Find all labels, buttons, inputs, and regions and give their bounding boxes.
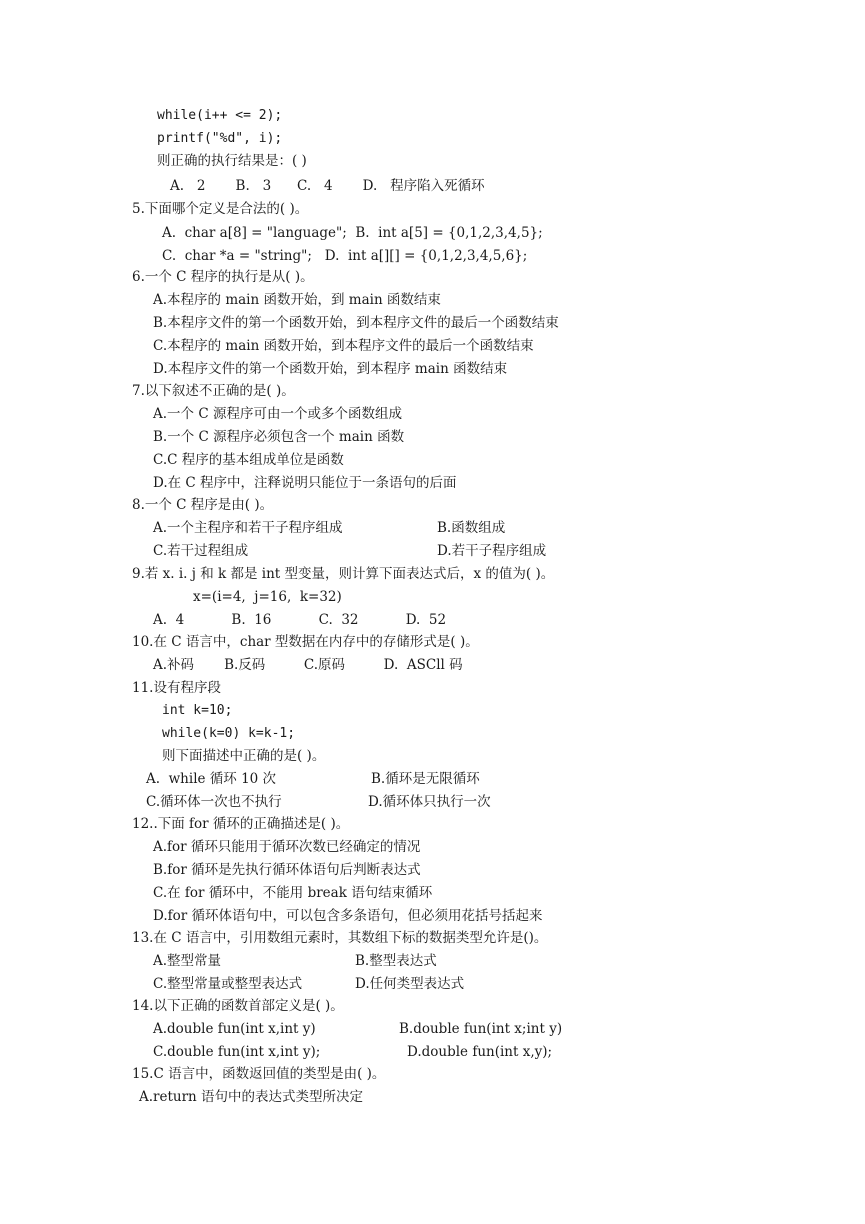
q11-option-a: A. while 循环 10 次 bbox=[146, 771, 277, 787]
q7-option-a: A.一个 C 源程序可由一个或多个函数组成 bbox=[153, 406, 402, 422]
q12-option-d: D.for 循环体语句中，可以包含多条语句，但必须用花括号括起来 bbox=[153, 908, 543, 924]
q9-expression: x=(i=4, j=16, k=32) bbox=[193, 589, 342, 605]
q13-option-a: A.整型常量 bbox=[153, 953, 222, 969]
q11-code-line-1: int k=10; bbox=[162, 703, 233, 718]
q12-option-a: A.for 循环只能用于循环次数已经确定的情况 bbox=[153, 839, 421, 855]
q10-options: A.补码 B.反码 C.原码 D. ASCll 码 bbox=[153, 657, 463, 673]
q11-option-c: C.循环体一次也不执行 bbox=[146, 794, 282, 810]
q4-code-line-2: printf("%d", i); bbox=[157, 131, 283, 146]
q15-stem: 15.C 语言中，函数返回值的类型是由( )。 bbox=[132, 1066, 386, 1082]
q14-option-b: B.double fun(int x;int y) bbox=[399, 1021, 563, 1037]
q13-option-d: D.任何类型表达式 bbox=[355, 976, 465, 992]
q14-option-c: C.double fun(int x,int y); bbox=[153, 1044, 321, 1060]
q14-stem: 14.以下正确的函数首部定义是( )。 bbox=[132, 998, 344, 1014]
q8-option-a: A.一个主程序和若干子程序组成 bbox=[153, 520, 343, 536]
q11-option-d: D.循环体只执行一次 bbox=[368, 794, 491, 810]
q11-prompt: 则下面描述中正确的是( )。 bbox=[162, 748, 326, 764]
q7-stem: 7.以下叙述不正确的是( )。 bbox=[132, 383, 295, 399]
q8-option-c: C.若干过程组成 bbox=[153, 543, 249, 559]
q5-options-line-1: A. char a[8] = "language"; B. int a[5] = {0,1,2,3,4,5}; bbox=[162, 225, 543, 241]
q8-option-d: D.若干子程序组成 bbox=[437, 543, 547, 559]
q6-option-b: B.本程序文件的第一个函数开始，到本程序文件的最后一个函数结束 bbox=[153, 315, 559, 331]
q13-stem: 13.在 C 语言中，引用数组元素时，其数组下标的数据类型允许是()。 bbox=[132, 930, 548, 946]
q11-code-line-2: while(k=0) k=k-1; bbox=[162, 726, 296, 741]
q8-option-b: B.函数组成 bbox=[437, 520, 506, 536]
q11-option-b: B.循环是无限循环 bbox=[371, 771, 480, 787]
q12-stem: 12..下面 for 循环的正确描述是( )。 bbox=[132, 816, 350, 832]
q10-stem: 10.在 C 语言中，char 型数据在内存中的存储形式是( )。 bbox=[132, 634, 479, 650]
q7-option-b: B.一个 C 源程序必须包含一个 main 函数 bbox=[153, 429, 405, 445]
q7-option-c: C.C 程序的基本组成单位是函数 bbox=[153, 452, 344, 468]
q4-code-line-1: while(i++ <= 2); bbox=[157, 108, 283, 123]
q6-option-a: A.本程序的 main 函数开始，到 main 函数结束 bbox=[153, 292, 441, 308]
q14-option-d: D.double fun(int x,y); bbox=[407, 1044, 553, 1060]
q9-options: A. 4 B. 16 C. 32 D. 52 bbox=[153, 612, 447, 628]
q12-option-b: B.for 循环是先执行循环体语句后判断表达式 bbox=[153, 862, 421, 878]
q4-prompt: 则正确的执行结果是：( ) bbox=[157, 153, 307, 169]
q6-option-d: D.本程序文件的第一个函数开始，到本程序 main 函数结束 bbox=[153, 361, 508, 377]
q4-options: A. 2 B. 3 C. 4 D. 程序陷入死循环 bbox=[170, 178, 485, 194]
q12-option-c: C.在 for 循环中，不能用 break 语句结束循环 bbox=[153, 885, 433, 901]
q13-option-c: C.整型常量或整型表达式 bbox=[153, 976, 303, 992]
q5-stem: 5.下面哪个定义是合法的( )。 bbox=[132, 201, 309, 217]
q7-option-d: D.在 C 程序中，注释说明只能位于一条语句的后面 bbox=[153, 475, 457, 491]
q6-option-c: C.本程序的 main 函数开始，到本程序文件的最后一个函数结束 bbox=[153, 338, 534, 354]
q9-stem: 9.若 x. i. j 和 k 都是 int 型变量，则计算下面表达式后，x 的值为( )。 bbox=[132, 566, 555, 582]
q11-stem: 11.设有程序段 bbox=[132, 680, 221, 696]
q8-stem: 8.一个 C 程序是由( )。 bbox=[132, 497, 274, 513]
q15-option-a: A.return 语句中的表达式类型所决定 bbox=[139, 1089, 364, 1105]
q5-options-line-2: C. char *a = "string"; D. int a[][] = {0,1,2,3,4,5,6}; bbox=[162, 248, 528, 264]
q14-option-a: A.double fun(int x,int y) bbox=[153, 1021, 316, 1037]
q6-stem: 6.一个 C 程序的执行是从( )。 bbox=[132, 269, 314, 285]
q13-option-b: B.整型表达式 bbox=[355, 953, 437, 969]
